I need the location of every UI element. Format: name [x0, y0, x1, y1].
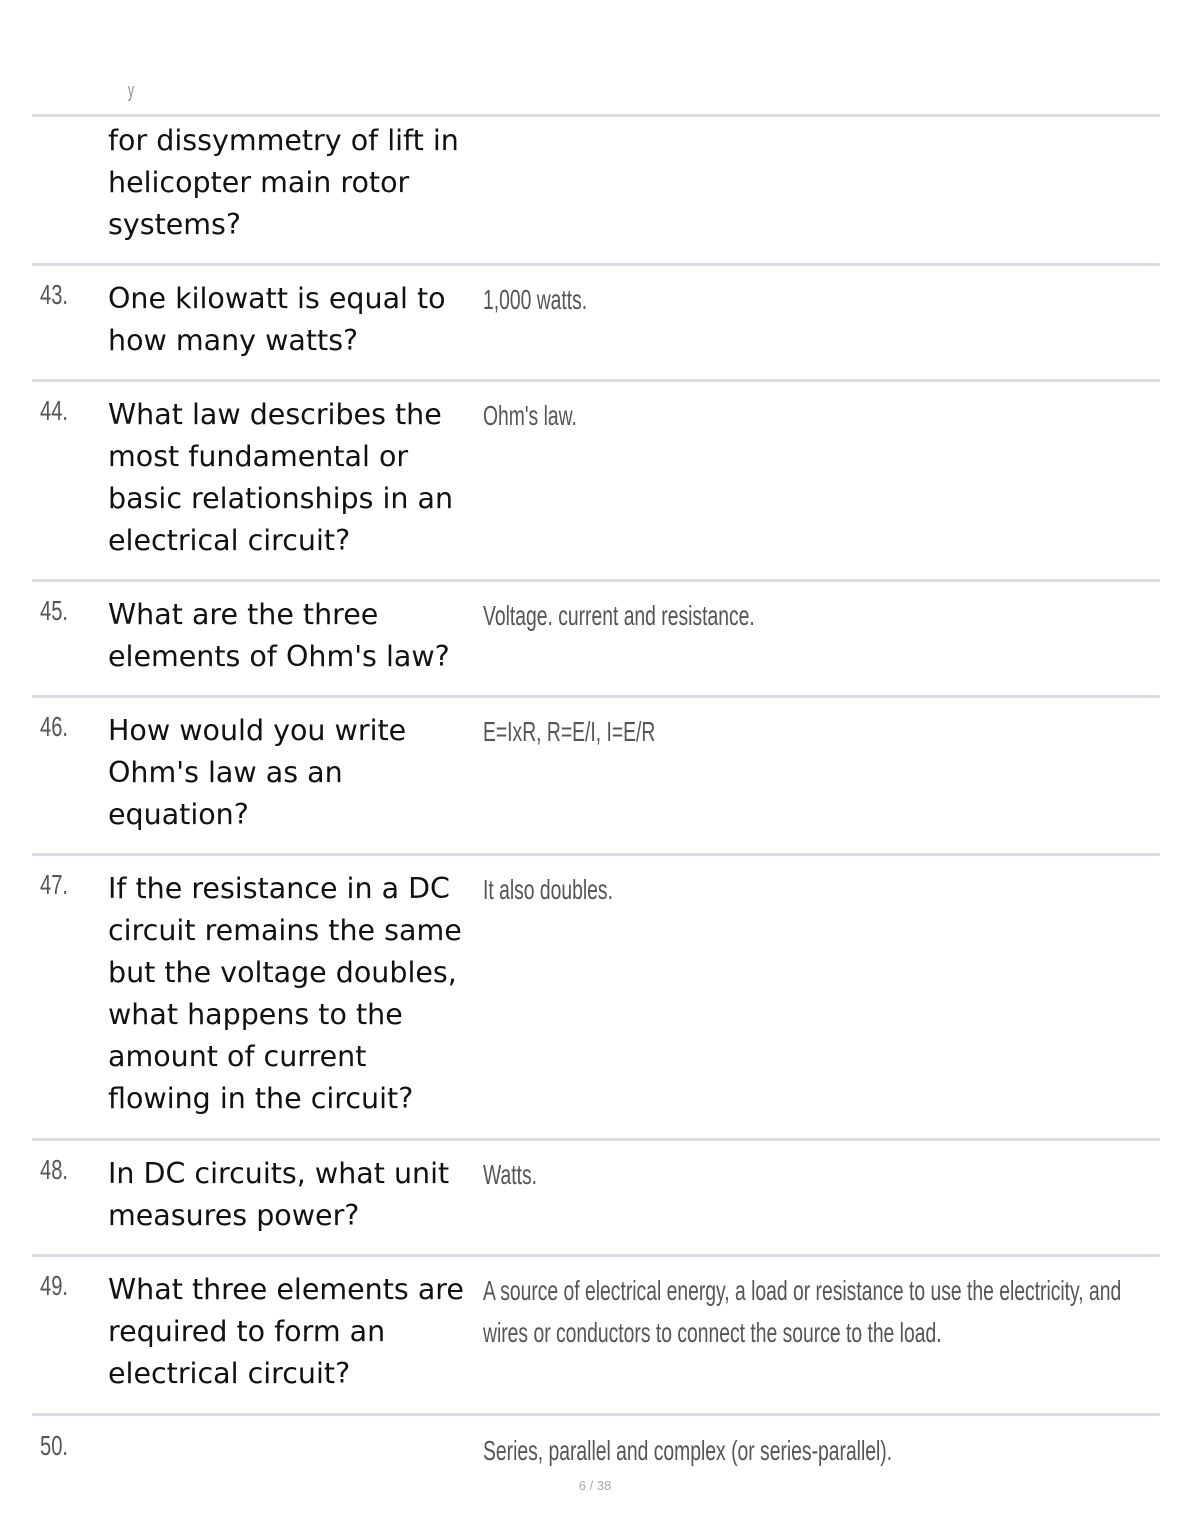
table-row: [32, 1254, 1160, 1413]
question-number: 45.: [40, 595, 69, 626]
page-number: 6 / 38: [578, 1478, 612, 1493]
table-row: [32, 1138, 1160, 1254]
question-number: 50.: [40, 1430, 69, 1461]
question-text: for dissymmetry of lift in helicopter main rotor systems?: [108, 124, 459, 241]
table-row: [32, 263, 1160, 379]
answer-text: It also doubles.: [483, 874, 613, 905]
table-row: [32, 853, 1160, 1138]
answer-text: Series, parallel and complex (or series-parallel).: [483, 1435, 893, 1466]
question-text: What three elements are required to form an electrical circuit?: [108, 1273, 464, 1390]
table-row: [32, 695, 1160, 853]
question-number: 49.: [40, 1270, 69, 1301]
table-row: [32, 379, 1160, 579]
question-number: 43.: [40, 279, 69, 310]
table-row: [32, 114, 1160, 263]
table-row: [32, 579, 1160, 695]
question-number: 48.: [40, 1154, 69, 1185]
question-number: 44.: [40, 395, 69, 426]
question-text: One kilowatt is equal to how many watts?: [108, 282, 446, 357]
question-text: What law describes the most fundamental or basic relationships in an electrical circuit?: [108, 398, 454, 557]
flashcard-list: [32, 114, 1160, 1486]
answer-text: Ohm's law.: [483, 400, 577, 431]
answer-text: A source of electrical energy, a load or resistance to use the electricity, and wires or conductors to connect the source to the load.: [483, 1275, 1122, 1348]
table-row: [32, 1413, 1160, 1486]
question-text: How would you write Ohm's law as an equation?: [108, 714, 407, 831]
question-text: In DC circuits, what unit measures power?: [108, 1157, 450, 1232]
question-text: What are the three elements of Ohm's law?: [108, 598, 450, 673]
answer-text: Watts.: [483, 1159, 538, 1190]
answer-text: 1,000 watts.: [483, 284, 588, 315]
answer-text: E=IxR, R=E/I, I=E/R: [483, 716, 656, 747]
answer-text: Voltage. current and resistance.: [483, 600, 755, 631]
previous-question-fragment: y: [128, 80, 134, 102]
question-number: 47.: [40, 869, 69, 900]
question-text: If the resistance in a DC circuit remains the same but the voltage doubles, what happens to the amount of current flowing in the circuit?: [108, 872, 462, 1115]
question-number: 46.: [40, 711, 69, 742]
